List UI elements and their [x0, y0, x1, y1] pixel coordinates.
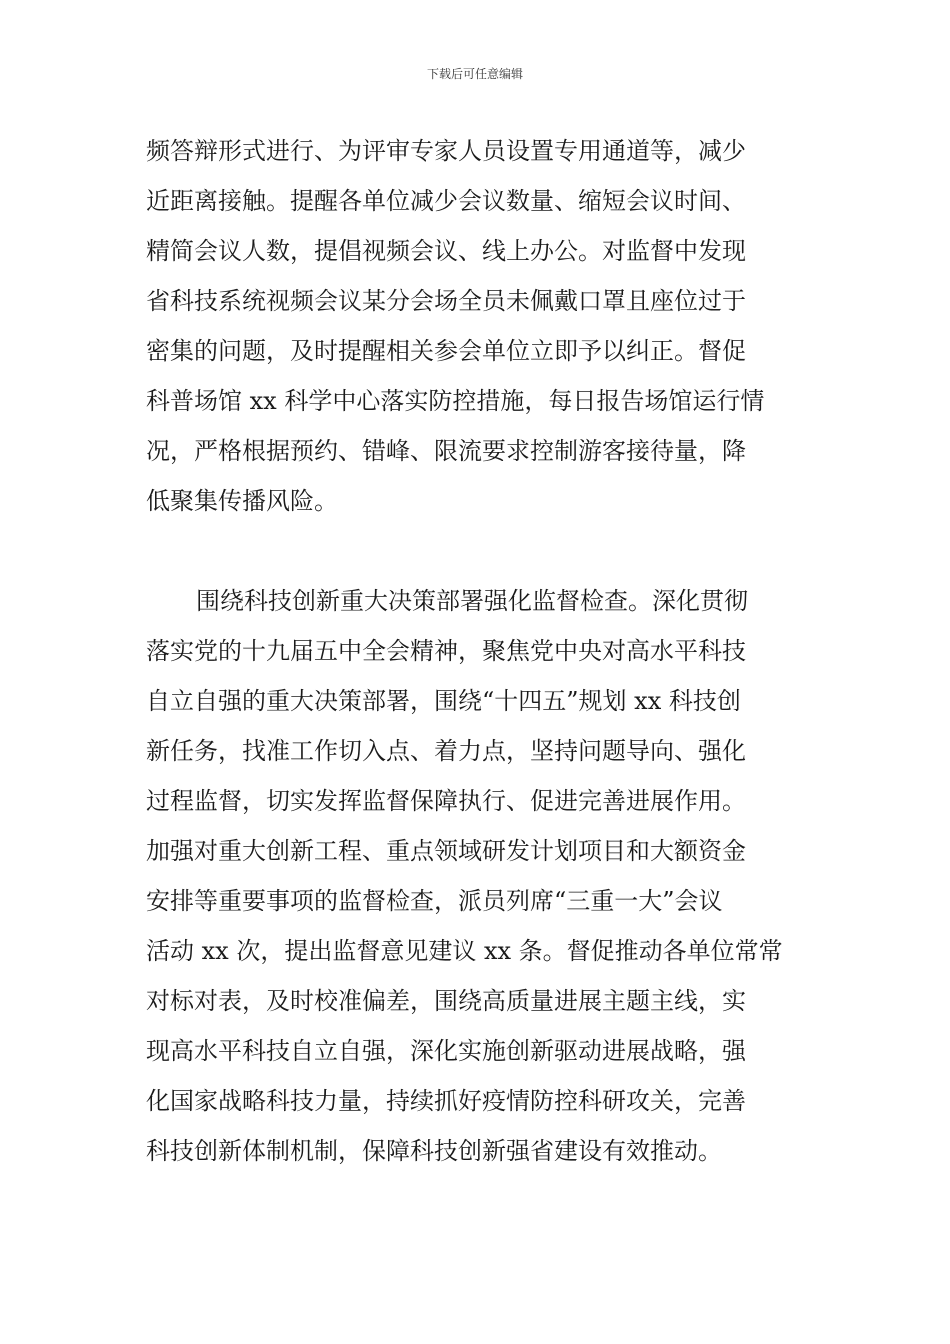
- text-line: 安排等重要事项的监督检查，派员列席“三重一大”会议: [146, 887, 723, 915]
- text-line: 科技创新体制机制，保障科技创新强省建设有效推动。: [146, 1137, 722, 1165]
- text-line: 过程监督，切实发挥监督保障执行、促进完善进展作用。: [146, 787, 746, 815]
- text-line: 围绕科技创新重大决策部署强化监督检查。深化贯彻: [196, 587, 748, 615]
- text-line: 科普场馆 xx 科学中心落实防控措施，每日报告场馆运行情: [146, 387, 765, 415]
- text-line: 密集的问题，及时提醒相关参会单位立即予以纠正。督促: [146, 337, 746, 365]
- text-line: 况，严格根据预约、错峰、限流要求控制游客接待量，降: [146, 437, 746, 465]
- text-line: 精简会议人数，提倡视频会议、线上办公。对监督中发现: [146, 237, 746, 265]
- text-line: 加强对重大创新工程、重点领域研发计划项目和大额资金: [146, 837, 746, 865]
- text-line: 新任务，找准工作切入点、着力点，坚持问题导向、强化: [146, 737, 746, 765]
- text-line: 化国家战略科技力量，持续抓好疫情防控科研攻关，完善: [146, 1087, 746, 1115]
- page-header-note: 下载后可任意编辑: [426, 67, 523, 81]
- text-line: 落实党的十九届五中全会精神，聚焦党中央对高水平科技: [146, 637, 746, 665]
- text-line: 省科技系统视频会议某分会场全员未佩戴口罩且座位过于: [146, 287, 746, 315]
- text-line: 频答辩形式进行、为评审专家人员设置专用通道等，减少: [146, 137, 746, 165]
- text-line: 低聚集传播风险。: [146, 487, 338, 515]
- text-line: 活动 xx 次，提出监督意见建议 xx 条。督促推动各单位常常: [146, 937, 783, 965]
- text-line: 近距离接触。提醒各单位减少会议数量、缩短会议时间、: [146, 187, 746, 215]
- text-line: 现高水平科技自立自强，深化实施创新驱动进展战略，强: [146, 1037, 746, 1065]
- text-line: 对标对表，及时校准偏差，围绕高质量进展主题主线，实: [146, 987, 746, 1015]
- text-line: 自立自强的重大决策部署，围绕“十四五”规划 xx 科技创: [146, 687, 741, 715]
